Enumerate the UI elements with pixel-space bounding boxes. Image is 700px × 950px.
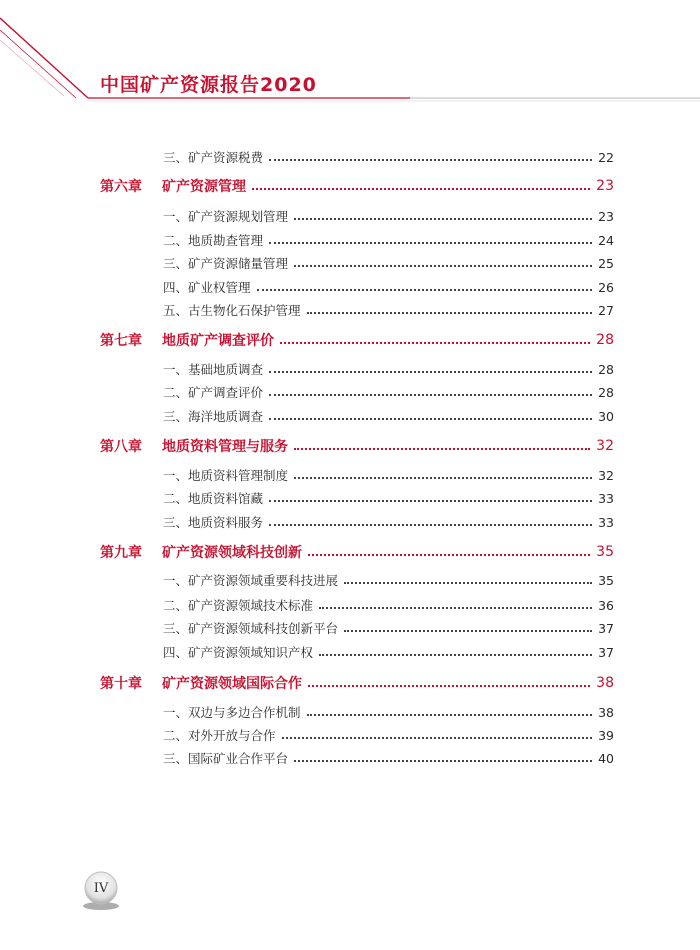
toc-section-row[interactable] (163, 748, 614, 768)
page-ref: 28 (598, 384, 614, 400)
dot-leader (280, 342, 590, 344)
dot-leader (294, 477, 592, 479)
page-ref: 28 (598, 361, 614, 377)
page-ref: 22 (598, 149, 614, 165)
chapter-number: 第八章 (100, 439, 142, 455)
toc-section-row[interactable] (163, 725, 614, 745)
page-ref: 39 (598, 727, 614, 743)
dot-leader (269, 159, 592, 161)
dot-leader (257, 289, 593, 291)
dot-leader (294, 265, 592, 267)
toc-section-row[interactable] (163, 147, 614, 167)
dot-leader (344, 582, 592, 584)
page-ref: 37 (598, 620, 614, 636)
dot-leader (269, 394, 592, 396)
section-title: 五、古生物化石保护管理 (163, 303, 301, 318)
dot-leader (282, 737, 593, 739)
page-ref: 33 (598, 490, 614, 506)
page-ref: 32 (598, 467, 614, 483)
chapter-title: 矿产资源领域科技创新 (162, 545, 302, 561)
dot-leader (269, 524, 592, 526)
dot-leader (269, 371, 592, 373)
dot-leader (308, 685, 590, 687)
dot-leader (307, 312, 593, 314)
toc-section-row[interactable] (163, 253, 614, 273)
chapter-title: 地质矿产调查评价 (162, 333, 274, 349)
toc-section-row[interactable] (163, 382, 614, 402)
toc-section-row[interactable] (163, 642, 614, 662)
section-title: 一、矿产资源规划管理 (163, 209, 289, 224)
toc-section-row[interactable] (163, 512, 614, 532)
page-ref: 24 (598, 232, 614, 248)
page-ref: 38 (596, 675, 614, 691)
toc-section-row[interactable] (163, 300, 614, 320)
toc-section-row[interactable] (163, 359, 614, 379)
toc-section-row[interactable] (163, 570, 614, 590)
running-title: 中国矿产资源报告2020 (100, 74, 317, 96)
toc-chapter-row[interactable] (100, 671, 614, 695)
page-number: IV (93, 881, 109, 896)
page-ref: 32 (596, 438, 614, 454)
section-title: 四、矿业权管理 (163, 280, 251, 295)
dot-leader (269, 242, 592, 244)
toc-section-row[interactable] (163, 406, 614, 426)
section-title: 二、矿产调查评价 (163, 385, 264, 400)
toc-chapter-row[interactable] (100, 540, 614, 564)
page-ref: 35 (598, 572, 614, 588)
dot-leader (294, 448, 590, 450)
dot-leader (307, 714, 593, 716)
section-title: 三、矿产资源领域科技创新平台 (163, 621, 339, 636)
page-ref: 27 (598, 302, 614, 318)
section-title: 一、双边与多边合作机制 (163, 705, 301, 720)
chapter-number: 第九章 (100, 545, 142, 561)
dot-leader (252, 188, 590, 190)
chapter-number: 第六章 (100, 179, 142, 195)
page-ref: 35 (596, 544, 614, 560)
page-ref: 28 (596, 332, 614, 348)
chapter-number: 第十章 (100, 676, 142, 692)
toc-section-row[interactable] (163, 595, 614, 615)
toc-section-row[interactable] (163, 230, 614, 250)
section-title: 三、海洋地质调查 (163, 409, 264, 424)
toc-chapter-row[interactable] (100, 174, 614, 198)
section-title: 二、地质勘查管理 (163, 233, 264, 248)
dot-leader (319, 607, 592, 609)
dot-leader (319, 654, 592, 656)
toc-section-row[interactable] (163, 488, 614, 508)
dot-leader (269, 418, 592, 420)
page-ref: 33 (598, 514, 614, 530)
dot-leader (294, 760, 592, 762)
page-ref: 25 (598, 255, 614, 271)
page-ref: 37 (598, 644, 614, 660)
section-title: 四、矿产资源领域知识产权 (163, 645, 314, 660)
section-title: 二、矿产资源领域技术标准 (163, 598, 314, 613)
section-title: 一、矿产资源领域重要科技进展 (163, 573, 339, 588)
page-ref: 30 (598, 408, 614, 424)
page-ref: 23 (596, 178, 614, 194)
toc-section-row[interactable] (163, 206, 614, 226)
page-ref: 23 (598, 208, 614, 224)
page-ref: 26 (598, 279, 614, 295)
section-title: 三、矿产资源税费 (163, 150, 264, 165)
section-title: 一、基础地质调查 (163, 362, 264, 377)
section-title: 三、国际矿业合作平台 (163, 751, 289, 766)
dot-leader (344, 630, 592, 632)
dot-leader (294, 218, 592, 220)
toc-section-row[interactable] (163, 277, 614, 297)
chapter-title: 矿产资源管理 (162, 179, 246, 195)
page-ref: 38 (598, 704, 614, 720)
toc-section-row[interactable] (163, 618, 614, 638)
dot-leader (308, 554, 590, 556)
chapter-title: 矿产资源领域国际合作 (162, 676, 302, 692)
section-title: 二、地质资料馆藏 (163, 491, 264, 506)
page-ref: 36 (598, 597, 614, 613)
section-title: 一、地质资料管理制度 (163, 468, 289, 483)
toc-section-row[interactable] (163, 702, 614, 722)
page-ref: 40 (598, 750, 614, 766)
chapter-title: 地质资料管理与服务 (162, 439, 288, 455)
toc-chapter-row[interactable] (100, 328, 614, 352)
chapter-number: 第七章 (100, 333, 142, 349)
section-title: 三、地质资料服务 (163, 515, 264, 530)
section-title: 二、对外开放与合作 (163, 728, 276, 743)
toc-section-row[interactable] (163, 465, 614, 485)
toc-chapter-row[interactable] (100, 434, 614, 458)
dot-leader (269, 500, 592, 502)
section-title: 三、矿产资源储量管理 (163, 256, 289, 271)
